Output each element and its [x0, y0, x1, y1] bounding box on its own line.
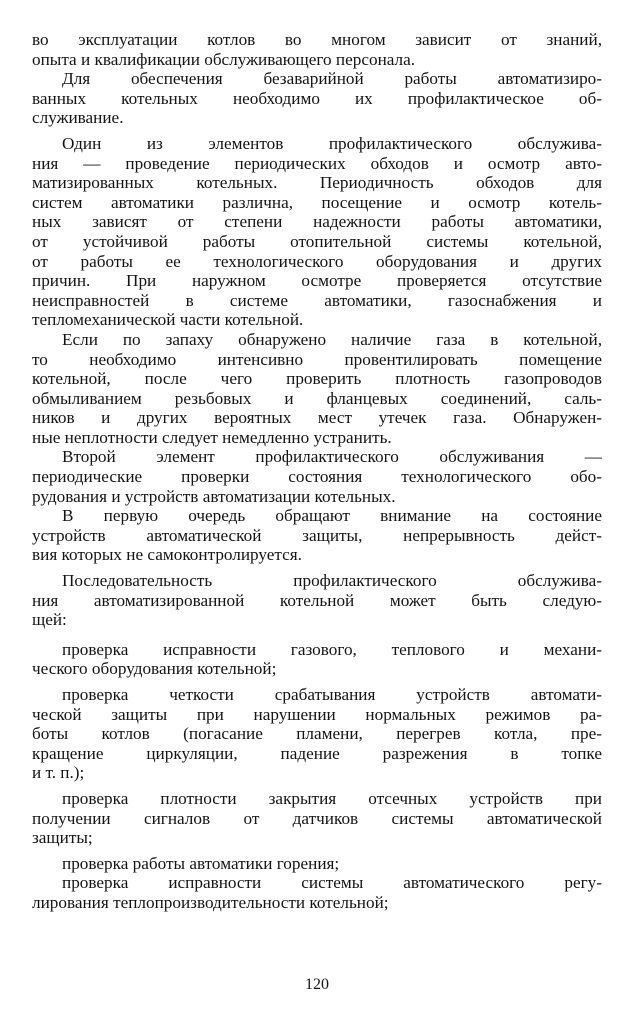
text-line: котельной, после чего проверить плотность газопроводов	[32, 369, 602, 389]
list-item-shutoff-check	[32, 789, 602, 848]
text-line: проверка работы автоматики горения;	[62, 853, 340, 873]
text-line: периодические проверки состояния технологического обо-	[32, 467, 602, 487]
text-line: служивание.	[32, 108, 124, 128]
text-line: Второй элемент профилактического обслуживания —	[62, 447, 602, 467]
paragraph-maintenance-intro	[32, 69, 602, 128]
paragraph-protection-devices	[32, 506, 602, 565]
text-line: ческого оборудования котельной;	[32, 659, 277, 679]
text-line: систем автоматики различна, посещение и осмотр котель-	[32, 192, 602, 212]
page-number: 120	[305, 976, 329, 993]
paragraph-continuation	[32, 30, 602, 69]
text-line: ванных котельных необходимо их профилактическое об-	[32, 88, 602, 108]
paragraph-gas-leak	[32, 330, 602, 448]
text-line: и т. п.);	[32, 763, 85, 783]
text-line: ников и других вероятных мест утечек газа. Обнаружен-	[32, 408, 602, 428]
paragraph-inspection-rounds	[32, 134, 602, 330]
text-line: ческой защиты при нарушении нормальных режимов ра-	[32, 704, 602, 724]
text-line: тепломеханической части котельной.	[32, 310, 304, 330]
text-line: устройств автоматической защиты, непрерывность дейст-	[32, 525, 602, 545]
text-line: проверка четкости срабатывания устройств автомати-	[62, 685, 602, 704]
text-line: от работы ее технологического оборудования и других	[32, 251, 602, 271]
text-line: ния — проведение периодических обходов и осмотр авто-	[32, 153, 602, 173]
text-line: Если по запаху обнаружено наличие газа в котельной,	[62, 329, 602, 349]
text-line: во эксплуатации котлов во многом зависит от знаний,	[32, 30, 602, 49]
paragraph-sequence	[32, 571, 602, 630]
text-line: проверка исправности газового, теплового и механи-	[62, 639, 602, 659]
text-line: лирования теплопроизводительности котельной;	[32, 892, 389, 912]
list-item-combustion-check	[32, 854, 602, 874]
list-item-regulation-check	[32, 873, 602, 912]
text-line: Последовательность профилактического обслужива-	[62, 571, 602, 591]
text-line: Один из элементов профилактического обслужива-	[62, 133, 602, 153]
text-line: вия которых не самоконтролируется.	[32, 545, 302, 565]
text-line: боты котлов (погасание пламени, перегрев котла, пре-	[32, 724, 602, 744]
text-line: рудования и устройств автоматизации котельных.	[32, 486, 396, 506]
text-line: опыта и квалификации обслуживающего персонала.	[32, 49, 416, 69]
text-line: Для обеспечения безаварийной работы автоматизиро-	[62, 69, 602, 89]
text-line: ные неплотности следует немедленно устранить.	[32, 427, 392, 447]
list-item-protection-check	[32, 685, 602, 783]
text-line: от устойчивой работы отопительной системы котельной,	[32, 231, 602, 251]
text-line: проверка исправности системы автоматического регу-	[62, 873, 602, 893]
paragraph-second-element	[32, 447, 602, 506]
text-line: В первую очередь обращают внимание на состояние	[62, 506, 602, 526]
text-line: ных зависят от степени надежности работы автоматики,	[32, 212, 602, 232]
text-line: защиты;	[32, 828, 93, 848]
text-line: неисправностей в системе автоматики, газоснабжения и	[32, 290, 602, 310]
text-line: получении сигналов от датчиков системы автоматической	[32, 808, 602, 828]
list-item-equipment-check	[32, 640, 602, 679]
text-line: матизированных котельных. Периодичность обходов для	[32, 173, 602, 193]
text-line: проверка плотности закрытия отсечных устройств при	[62, 788, 602, 808]
text-line: щей:	[32, 610, 67, 630]
text-line: кращение циркуляции, падение разрежения в топке	[32, 743, 602, 763]
text-line: обмыливанием резьбовых и фланцевых соединений, саль-	[32, 388, 602, 408]
text-line: то необходимо интенсивно провентилировать помещение	[32, 349, 602, 369]
text-line: причин. При наружном осмотре проверяется отсутствие	[32, 271, 602, 291]
text-line: ния автоматизированной котельной может быть следую-	[32, 590, 602, 610]
